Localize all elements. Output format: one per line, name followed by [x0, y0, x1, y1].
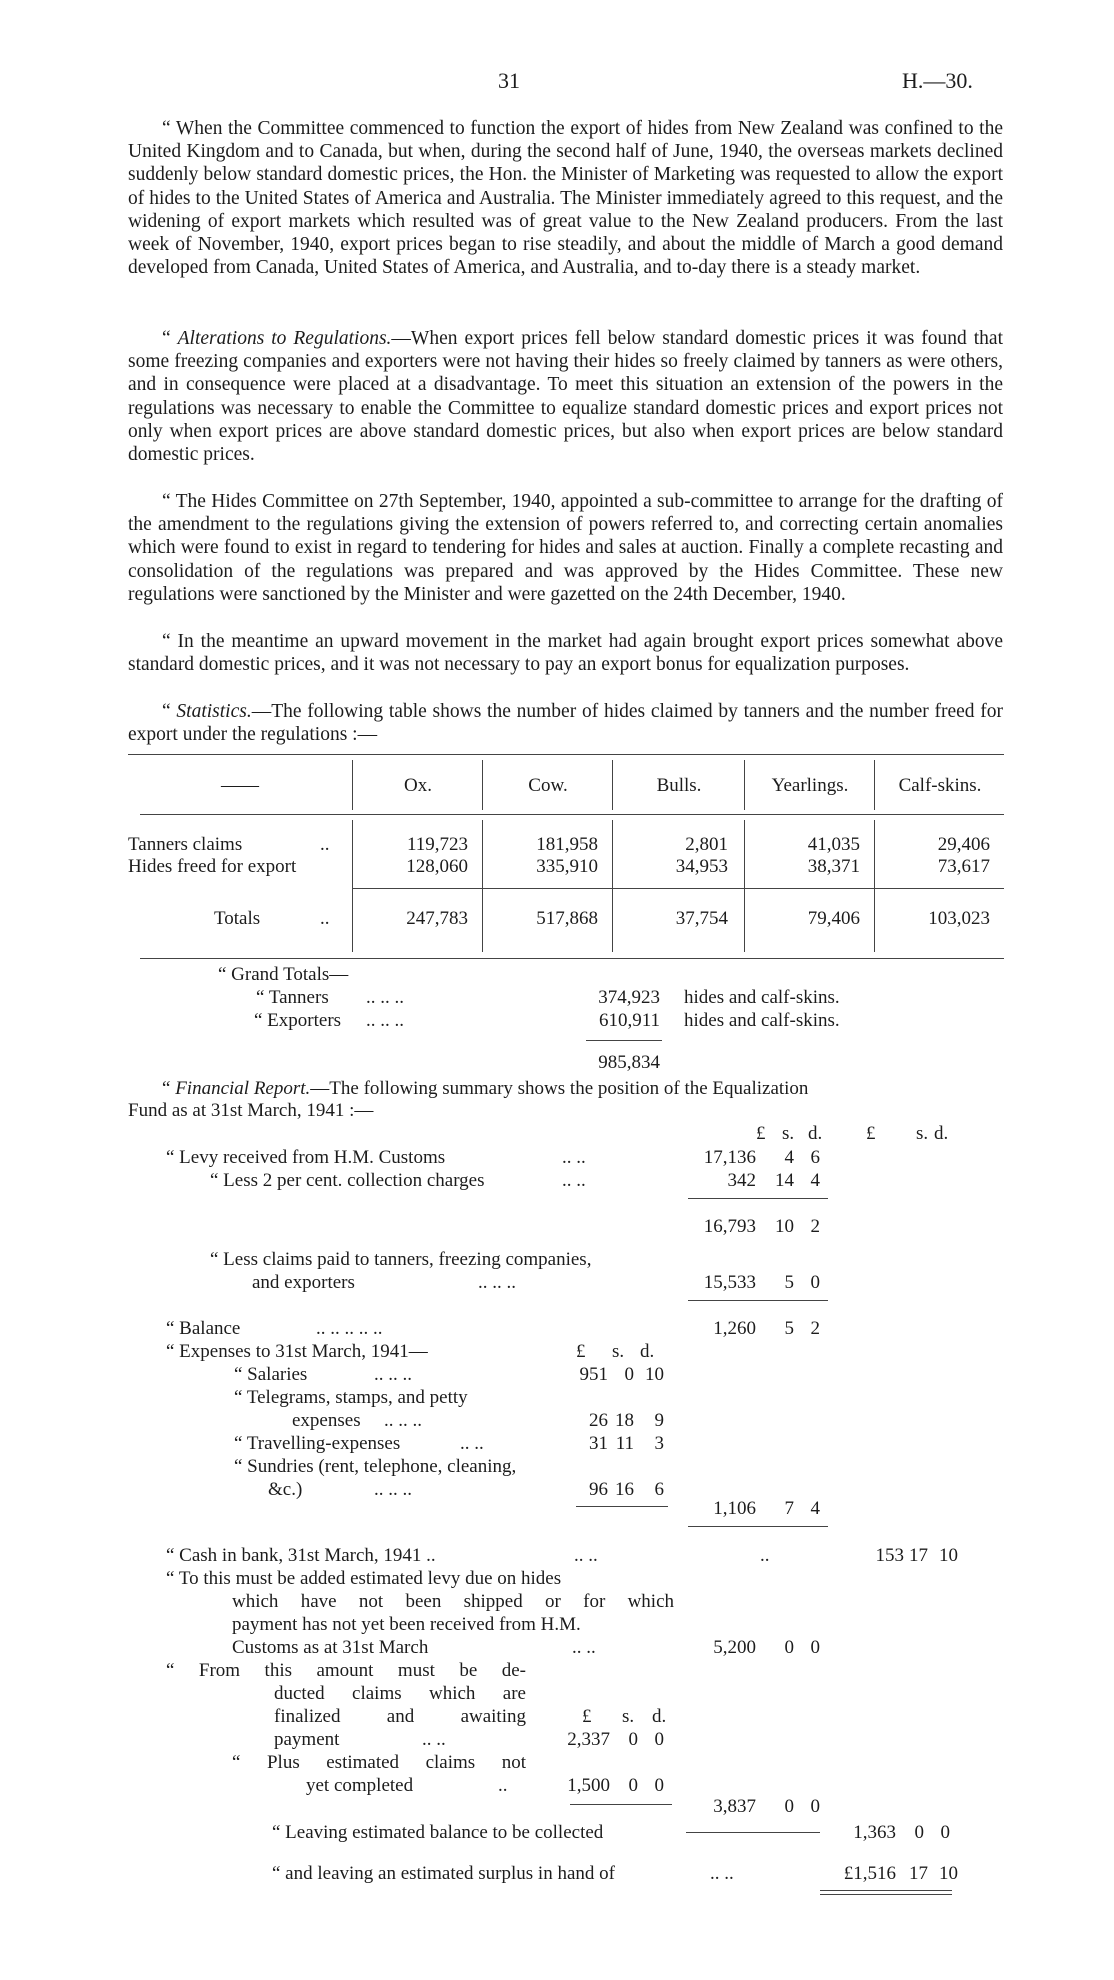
amount-pence: 4: [810, 1498, 820, 1519]
surplus-pence: 10: [939, 1863, 958, 1884]
col-divider: [874, 820, 875, 952]
col-divider: [482, 820, 483, 952]
table-cell: 38,371: [807, 856, 860, 877]
double-rule: [820, 1890, 952, 1891]
amount-pounds: 1,500: [567, 1775, 610, 1796]
amount-pounds: 96: [589, 1479, 608, 1500]
col-divider: [612, 760, 613, 810]
amount-pounds: 5,200: [713, 1637, 756, 1658]
pound-heading: £: [866, 1123, 876, 1144]
col-divider: [352, 760, 353, 810]
amount-pounds: 1,363: [853, 1822, 896, 1843]
levy-due-label-2: which have not been shipped or for which: [232, 1591, 674, 1612]
amount-pence: 0: [940, 1822, 950, 1843]
pence-heading: d.: [652, 1706, 667, 1727]
pence-heading: d.: [808, 1123, 823, 1144]
plus-claims-label-2: yet completed: [306, 1775, 414, 1796]
amount-pence: 0: [810, 1637, 820, 1658]
amount-pounds: 1,260: [713, 1318, 756, 1339]
amount-shillings: 4: [784, 1147, 794, 1168]
table-cell: 103,023: [928, 908, 990, 929]
col-divider: [352, 820, 353, 952]
amount-pence: 4: [810, 1170, 820, 1191]
grand-totals-suffix: hides and calf-skins.: [684, 1010, 840, 1031]
expense-item-label: “ Sundries (rent, telephone, cleaning,: [234, 1456, 517, 1477]
pound-heading: £: [582, 1706, 592, 1727]
amount-shillings: 5: [784, 1318, 794, 1339]
grand-totals-value: 374,923: [598, 987, 660, 1008]
sum-rule: [688, 1526, 828, 1527]
deducted-label: “ From this amount must be de-: [166, 1660, 526, 1681]
leader-dots: .. ..: [422, 1729, 446, 1750]
sum-rule: [570, 1804, 672, 1805]
amount-shillings: 7: [784, 1498, 794, 1519]
alterations-heading: Alterations to Regulations.: [177, 328, 392, 349]
deducted-label-2: ducted claims which are: [274, 1683, 526, 1704]
totals-label: Totals: [214, 908, 261, 929]
amount-pence: 2: [810, 1216, 820, 1237]
statistics-heading: Statistics.: [176, 701, 252, 722]
pence-heading: d.: [640, 1341, 655, 1362]
intro-paragraph: “ When the Committee commenced to function the export of hides from New Zealand was confined to the United Kingdom and to Canada, but when, during the second half of June, 1940, the overseas markets declined suddenly below standard domestic prices, the Hon. the Minister of Marketing was requested to allow the export of hides to the United States of America and Australia. The Minister immediately agreed to this request, and the widening of export markets which resulted was of great value to the New Zealand producers. From the last week of November, 1940, export prices began to rise steadily, and about the middle of March a good demand developed from Canada, United States of America, and Australia, and to-day there is a steady market.: [128, 118, 1003, 279]
amount-pounds: 26: [589, 1410, 608, 1431]
table-cell: 181,958: [536, 834, 598, 855]
shilling-heading: s.: [782, 1123, 795, 1144]
collection-label: “ Less 2 per cent. collection charges: [210, 1170, 485, 1191]
deducted-label-4: payment: [274, 1729, 340, 1750]
amount-pounds: 2,337: [567, 1729, 610, 1750]
expense-item-label: “ Travelling-expenses: [234, 1433, 401, 1454]
amount-pence: 0: [654, 1775, 664, 1796]
column-header: Calf-skins.: [898, 775, 982, 796]
leader-dots: .. ..: [562, 1170, 586, 1191]
amount-shillings: 10: [775, 1216, 794, 1237]
col-divider: [874, 760, 875, 810]
alterations-paragraph: “ Alterations to Regulations.—When export prices fell below standard domestic prices it was found that some freezing companies and exporters were not having their hides so freely claimed by tanners as were others, and in consequence were placed at a disadvantage. To meet this situation an extension of the powers in the regulations was necessary to enable the Committee to equalize standard domestic prices and export prices not only when export prices are above standard domestic prices, but also when export prices are below standard domestic prices.: [128, 328, 1003, 466]
levy-label: “ Levy received from H.M. Customs: [166, 1147, 446, 1168]
table-head-rule: [140, 814, 1004, 815]
alterations-text: —When export prices fell below standard domestic prices it was found that some freezing companies and exporters were not having their hides so freely claimed by tanners as were others, and in consequence were placed at a disadvantage. To meet this situation an extension of the powers in the regulations was necessary to enable the Committee to equalize standard domestic prices and export prices not only when export prices are above standard domestic prices, but also when export prices are below standard domestic prices.: [128, 328, 1003, 466]
amount-pence: 10: [645, 1364, 664, 1385]
leader-dots: .. .. ..: [374, 1364, 412, 1385]
column-header: Ox.: [404, 775, 432, 796]
expense-item-label-2: &c.): [268, 1479, 303, 1500]
leader-dots: .. ..: [460, 1433, 484, 1454]
amount-pounds: 342: [727, 1170, 756, 1191]
levy-due-label: “ To this must be added estimated levy due on hides: [166, 1568, 562, 1589]
leader-dots: .. ..: [572, 1637, 596, 1658]
table-cell: 2,801: [685, 834, 728, 855]
amount-pence: 2: [810, 1318, 820, 1339]
amount-pence: 6: [810, 1147, 820, 1168]
table-cell: 29,406: [937, 834, 990, 855]
table-cell: 335,910: [536, 856, 598, 877]
levy-due-label-3: payment has not yet been received from H.M.: [232, 1614, 581, 1635]
page-number: 31: [498, 68, 520, 93]
table-cell: 41,035: [807, 834, 860, 855]
amount-shillings: 0: [628, 1775, 638, 1796]
col-divider: [612, 820, 613, 952]
table-cell: 73,617: [937, 856, 990, 877]
table-cell: 517,868: [536, 908, 598, 929]
grand-totals-suffix: hides and calf-skins.: [684, 987, 840, 1008]
table-cell: 37,754: [675, 908, 728, 929]
leader-dots: .. .. ..: [478, 1272, 516, 1293]
expense-item-label: “ Telegrams, stamps, and petty: [234, 1387, 468, 1408]
double-rule: [820, 1894, 952, 1895]
shilling-heading: s.: [622, 1706, 635, 1727]
col-divider: [482, 760, 483, 810]
sum-rule: [686, 1832, 820, 1833]
leader-dots: ..: [760, 1545, 770, 1566]
col-divider: [744, 760, 745, 810]
row-leader-dots: ..: [320, 834, 330, 855]
financial-heading: Financial Report.: [175, 1078, 311, 1099]
leader-dots: .. .. ..: [374, 1479, 412, 1500]
amount-pounds: 15,533: [703, 1272, 756, 1293]
shilling-heading: s.: [916, 1123, 929, 1144]
financial-intro-line2: Fund as at 31st March, 1941 :—: [128, 1100, 374, 1121]
less-claims-label-2: and exporters: [252, 1272, 355, 1293]
sum-rule: [688, 1198, 828, 1199]
amount-shillings: 0: [784, 1637, 794, 1658]
amount-pounds: 31: [589, 1433, 608, 1454]
row-label: Hides freed for export: [128, 856, 297, 877]
leader-dots: ..: [498, 1775, 508, 1796]
pound-heading: £: [756, 1123, 766, 1144]
document-reference: H.—30.: [902, 68, 973, 93]
sum-rule: [576, 1506, 668, 1507]
row-leader-dots: ..: [320, 908, 330, 929]
grand-totals-title: “ Grand Totals—: [218, 964, 349, 985]
column-header: Yearlings.: [771, 775, 849, 796]
amount-shillings: 0: [914, 1822, 924, 1843]
amount-shillings: 0: [624, 1364, 634, 1385]
column-header: Cow.: [528, 775, 568, 796]
amount-pounds: 17,136: [703, 1147, 756, 1168]
amount-pence: 3: [654, 1433, 664, 1454]
amount-pounds: 16,793: [703, 1216, 756, 1237]
deducted-label-3: finalized and awaiting: [274, 1706, 526, 1727]
table-cell: 119,723: [406, 834, 468, 855]
grand-totals-label: “ Tanners: [256, 987, 329, 1008]
leader-dots: .. ..: [574, 1545, 598, 1566]
amount-pence: 6: [654, 1479, 664, 1500]
table-cell: 34,953: [675, 856, 728, 877]
amount-pounds: 153: [875, 1545, 904, 1566]
leader-dots: .. .. .. .. ..: [316, 1318, 383, 1339]
amount-shillings: 16: [615, 1479, 634, 1500]
financial-intro: “ Financial Report.—The following summary shows the position of the Equalization: [162, 1078, 809, 1099]
leader-dots: .. .. ..: [366, 987, 404, 1008]
row-label: Tanners claims: [128, 834, 243, 855]
grand-totals-label: “ Exporters: [254, 1010, 342, 1031]
committee-paragraph: “ The Hides Committee on 27th September, 1940, appointed a sub-committee to arrange for the drafting of the amendment to the regulations giving the extension of powers referred to, and correcting certain anomalies which were found to exist in regard to tendering for hides and sales at auction. Finally a complete recasting and consolidation of the regulations was prepared and was approved by the Hides Committee. These new regulations were sanctioned by the Minister and were gazetted on the 24th December, 1940.: [128, 491, 1003, 605]
sum-rule: [586, 1040, 662, 1041]
grand-totals-value: 610,911: [598, 1010, 660, 1031]
table-top-rule: [128, 754, 1004, 755]
balance-label: “ Balance: [166, 1318, 241, 1339]
table-cell: 79,406: [807, 908, 860, 929]
pound-heading: £: [576, 1341, 586, 1362]
plus-claims-label: “ Plus estimated claims not: [232, 1752, 526, 1773]
statistics-paragraph: “ Statistics.—The following table shows the number of hides claimed by tanners and the number freed for export under the regulations :—: [128, 701, 1004, 746]
column-header: ——: [221, 775, 259, 796]
leader-dots: .. ..: [710, 1863, 734, 1884]
sum-rule: [688, 1300, 828, 1301]
table-cell: 128,060: [406, 856, 468, 877]
table-cell: 247,783: [406, 908, 468, 929]
amount-pounds: 1,106: [713, 1498, 756, 1519]
totals-rule: [352, 888, 1004, 889]
amount-shillings: 0: [628, 1729, 638, 1750]
expense-item-label-2: expenses: [292, 1410, 361, 1431]
amount-pence: 0: [654, 1729, 664, 1750]
amount-shillings: 18: [615, 1410, 634, 1431]
col-divider: [744, 820, 745, 952]
amount-pence: 0: [810, 1272, 820, 1293]
levy-due-label-4: Customs as at 31st March: [232, 1637, 429, 1658]
amount-pounds: 3,837: [713, 1796, 756, 1817]
leader-dots: .. .. ..: [366, 1010, 404, 1031]
statistics-text: —The following table shows the number of hides claimed by tanners and the number freed for export under the regulations :—: [128, 701, 1004, 746]
grand-total-value: 985,834: [598, 1052, 660, 1073]
less-claims-label: “ Less claims paid to tanners, freezing companies,: [210, 1249, 592, 1270]
amount-pence: 10: [939, 1545, 958, 1566]
amount-shillings: 5: [784, 1272, 794, 1293]
cash-label: “ Cash in bank, 31st March, 1941 ..: [166, 1545, 436, 1566]
expenses-label: “ Expenses to 31st March, 1941—: [166, 1341, 428, 1362]
amount-shillings: 0: [784, 1796, 794, 1817]
shilling-heading: s.: [612, 1341, 625, 1362]
surplus-pounds: £1,516: [843, 1863, 896, 1884]
meantime-paragraph: “ In the meantime an upward movement in the market had again brought export prices somewhat above standard domestic prices, and it was not necessary to pay an export bonus for equalization purposes.: [128, 631, 1003, 676]
leaving-balance-label: “ Leaving estimated balance to be collected: [272, 1822, 604, 1843]
surplus-shillings: 17: [909, 1863, 928, 1884]
expense-item-label: “ Salaries: [234, 1364, 308, 1385]
financial-intro-text: —The following summary shows the position of the Equalization: [310, 1078, 809, 1099]
amount-shillings: 14: [775, 1170, 794, 1191]
table-bottom-rule: [140, 958, 1004, 959]
amount-shillings: 17: [909, 1545, 928, 1566]
leader-dots: .. ..: [562, 1147, 586, 1168]
amount-pence: 0: [810, 1796, 820, 1817]
column-header: Bulls.: [656, 775, 702, 796]
surplus-label: “ and leaving an estimated surplus in hand of: [272, 1863, 615, 1884]
amount-pounds: 951: [579, 1364, 608, 1385]
pence-heading: d.: [934, 1123, 949, 1144]
leader-dots: .. .. ..: [384, 1410, 422, 1431]
amount-pence: 9: [654, 1410, 664, 1431]
amount-shillings: 11: [615, 1433, 634, 1454]
